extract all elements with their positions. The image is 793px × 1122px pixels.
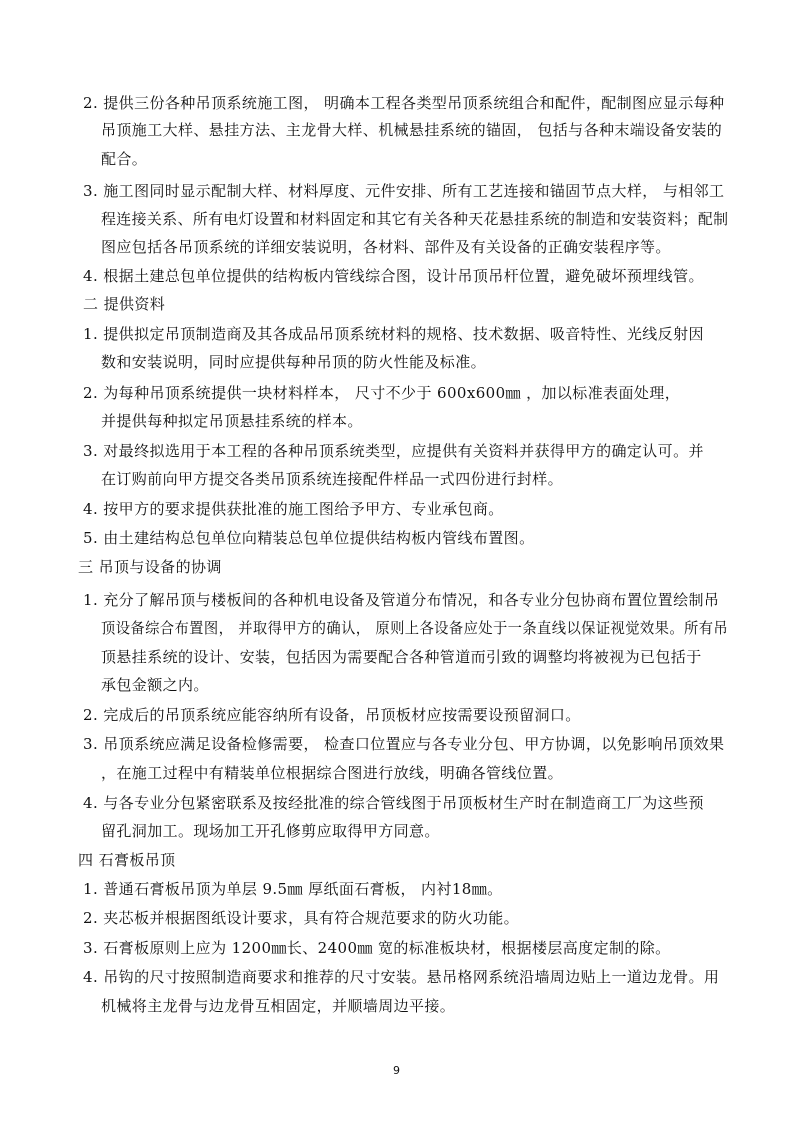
text-line: 3. 吊顶系统应满足设备检修需要， 检查口位置应与各专业分包、甲方协调，以免影响吊顶效果 [83,735,725,753]
section-heading: 三 吊顶与设备的协调 [78,558,222,576]
section-heading: 四 石膏板吊顶 [78,851,176,869]
text-line: 2. 为每种吊顶系统提供一块材料样本， 尺寸不少于 600x600㎜ ，加以标准表面处理， [83,384,681,402]
text-line: 承包金额之内。 [101,676,209,694]
text-line: 吊顶施工大样、悬挂方法、主龙骨大样、机械悬挂系统的锚固， 包括与各种末端设备安装的 [101,121,723,139]
text-line: 2. 提供三份各种吊顶系统施工图， 明确本工程各类型吊顶系统组合和配件，配制图应显示每种 [83,94,725,112]
text-line: 4. 根据土建总包单位提供的结构板内管线综合图，设计吊顶吊杆位置，避免破坏预埋线管。 [83,267,704,285]
text-line: 程连接关系、所有电灯设置和材料固定和其它有关各种天花悬挂系统的制造和安装资料；配制 [101,210,729,228]
text-line: 1. 提供拟定吊顶制造商及其各成品吊顶系统材料的规格、技术数据、吸音特性、光线反射因 [83,325,704,343]
text-line: 图应包括各吊顶系统的详细安装说明，各材料、部件及有关设备的正确安装程序等。 [101,238,671,256]
text-line: 1. 充分了解吊顶与楼板间的各种机电设备及管道分布情况，和各专业分包协商布置位置绘制吊 [83,591,720,609]
text-line: 3. 对最终拟选用于本工程的各种吊顶系统类型，应提供有关资料并获得甲方的确定认可。并 [83,442,704,460]
text-line: 留孔洞加工。现场加工开孔修剪应取得甲方同意。 [101,822,440,840]
text-line: 数和安装说明，同时应提供每种吊顶的防火性能及标准。 [101,353,487,371]
text-line: ，在施工过程中有精装单位根据综合图进行放线，明确各管线位置。 [101,764,564,782]
text-line: 3. 石膏板原则上应为 1200㎜长、2400㎜ 宽的标准板块材，根据楼层高度定制的除。 [83,939,671,957]
section-heading: 二 提供资料 [83,295,166,313]
page-number: 9 [393,1064,400,1077]
text-line: 配合。 [101,150,148,168]
text-line: 4. 与各专业分包紧密联系及按经批准的综合管线图于吊顶板材生产时在制造商工厂为这些预 [83,794,704,812]
text-line: 4. 吊钩的尺寸按照制造商要求和推荐的尺寸安装。悬吊格网系统沿墙周边贴上一道边龙骨。用 [83,968,720,986]
text-line: 顶设备综合布置图， 并取得甲方的确认， 原则上各设备应处于一条直线以保证视觉效果。所有吊 [101,619,729,637]
text-line: 2. 夹芯板并根据图纸设计要求，具有符合规范要求的防火功能。 [83,909,520,927]
text-line: 机械将主龙骨与边龙骨互相固定，并顺墙周边平接。 [101,997,456,1015]
text-line: 在订购前向甲方提交各类吊顶系统连接配件样品一式四份进行封样。 [101,470,564,488]
text-line: 5. 由土建结构总包单位向精装总包单位提供结构板内管线布置图。 [83,529,535,547]
text-line: 2. 完成后的吊顶系统应能容纳所有设备，吊顶板材应按需要设预留洞口。 [83,706,581,724]
text-line: 并提供每种拟定吊顶悬挂系统的样本。 [101,412,363,430]
text-line: 顶悬挂系统的设计、安装，包括因为需要配合各种管道而引致的调整均将被视为已包括于 [101,648,702,666]
text-line: 4. 按甲方的要求提供获批准的施工图给予甲方、专业承包商。 [83,500,504,518]
text-line: 3. 施工图同时显示配制大样、材料厚度、元件安排、所有工艺连接和锚固节点大样， 与相邻工 [83,182,725,200]
text-line: 1. 普通石膏板吊顶为单层 9.5㎜ 厚纸面石膏板， 内衬18㎜。 [83,880,503,898]
